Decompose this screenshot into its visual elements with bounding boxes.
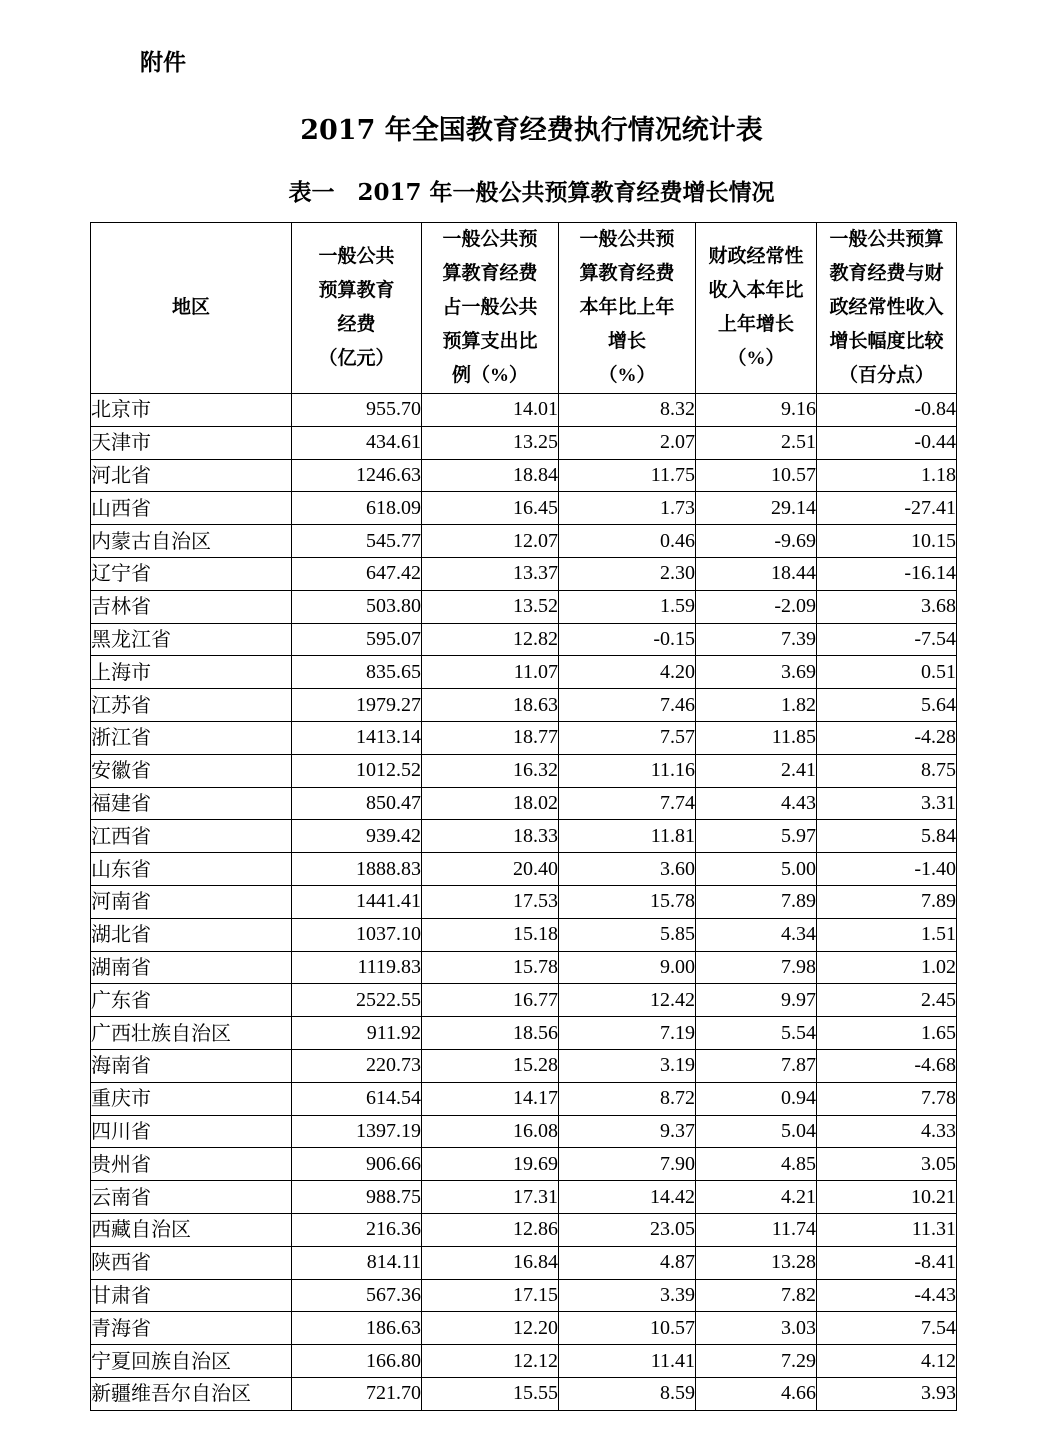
value-cell-funding-growth: 7.46 [559, 689, 696, 722]
value-cell-funding-share: 13.25 [422, 426, 559, 459]
region-cell: 宁夏回族自治区 [91, 1345, 292, 1378]
value-cell-growth-difference: -0.84 [817, 394, 957, 427]
table-row [91, 459, 957, 492]
value-cell-funding-share: 12.86 [422, 1213, 559, 1246]
value-cell-revenue-growth: 2.51 [696, 426, 817, 459]
value-cell-education-funding: 220.73 [292, 1049, 422, 1082]
value-cell-revenue-growth: 7.98 [696, 951, 817, 984]
value-cell-funding-share: 16.08 [422, 1115, 559, 1148]
table-body [91, 394, 957, 1411]
value-cell-education-funding: 567.36 [292, 1279, 422, 1312]
table-row [91, 1049, 957, 1082]
value-cell-growth-difference: 1.51 [817, 918, 957, 951]
column-header-line: 教育经费与财 [829, 263, 944, 284]
value-cell-growth-difference: -0.44 [817, 426, 957, 459]
value-cell-funding-growth: 3.19 [559, 1049, 696, 1082]
region-cell: 陕西省 [91, 1246, 292, 1279]
value-cell-growth-difference: 5.64 [817, 689, 957, 722]
value-cell-funding-growth: 10.57 [559, 1312, 696, 1345]
value-cell-education-funding: 216.36 [292, 1213, 422, 1246]
column-header-growth-difference [817, 223, 957, 394]
table-row [91, 721, 957, 754]
value-cell-education-funding: 955.70 [292, 394, 422, 427]
table-row [91, 1148, 957, 1181]
region-cell: 广东省 [91, 984, 292, 1017]
value-cell-funding-share: 20.40 [422, 853, 559, 886]
value-cell-funding-growth: 14.42 [559, 1181, 696, 1214]
value-cell-education-funding: 939.42 [292, 820, 422, 853]
region-cell: 黑龙江省 [91, 623, 292, 656]
column-header-line: （%） [727, 348, 785, 369]
value-cell-revenue-growth: 7.82 [696, 1279, 817, 1312]
table-row [91, 1213, 957, 1246]
value-cell-growth-difference: 7.54 [817, 1312, 957, 1345]
value-cell-growth-difference: 11.31 [817, 1213, 957, 1246]
value-cell-funding-growth: 1.59 [559, 590, 696, 623]
value-cell-growth-difference: -4.43 [817, 1279, 957, 1312]
value-cell-growth-difference: 3.68 [817, 590, 957, 623]
value-cell-education-funding: 1441.41 [292, 885, 422, 918]
column-header-line: 地区 [171, 297, 210, 318]
value-cell-funding-share: 14.17 [422, 1082, 559, 1115]
value-cell-education-funding: 906.66 [292, 1148, 422, 1181]
region-cell: 西藏自治区 [91, 1213, 292, 1246]
table-row [91, 984, 957, 1017]
table-row [91, 951, 957, 984]
region-cell: 河南省 [91, 885, 292, 918]
value-cell-funding-growth: 11.16 [559, 754, 696, 787]
region-cell: 海南省 [91, 1049, 292, 1082]
value-cell-funding-growth: 9.00 [559, 951, 696, 984]
value-cell-revenue-growth: 4.21 [696, 1181, 817, 1214]
value-cell-growth-difference: -16.14 [817, 557, 957, 590]
region-cell: 广西壮族自治区 [91, 1017, 292, 1050]
value-cell-funding-share: 16.32 [422, 754, 559, 787]
value-cell-education-funding: 595.07 [292, 623, 422, 656]
column-header-line: 增长幅度比较 [829, 331, 944, 352]
value-cell-education-funding: 1888.83 [292, 853, 422, 886]
value-cell-growth-difference: 4.33 [817, 1115, 957, 1148]
table-row [91, 656, 957, 689]
value-cell-education-funding: 618.09 [292, 492, 422, 525]
region-cell: 天津市 [91, 426, 292, 459]
value-cell-funding-share: 11.07 [422, 656, 559, 689]
region-cell: 河北省 [91, 459, 292, 492]
value-cell-education-funding: 721.70 [292, 1377, 422, 1410]
column-header-line: 财政经常性 [708, 246, 804, 267]
table-header [91, 223, 957, 394]
region-cell: 山西省 [91, 492, 292, 525]
column-header-line: 例（%） [451, 365, 528, 386]
table-row [91, 1115, 957, 1148]
value-cell-funding-growth: 4.20 [559, 656, 696, 689]
value-cell-education-funding: 1246.63 [292, 459, 422, 492]
column-header-line: 一般公共预 [579, 229, 675, 250]
table-row [91, 885, 957, 918]
value-cell-education-funding: 186.63 [292, 1312, 422, 1345]
value-cell-growth-difference: 4.12 [817, 1345, 957, 1378]
table-row [91, 525, 957, 558]
table-row [91, 1345, 957, 1378]
region-cell: 甘肃省 [91, 1279, 292, 1312]
value-cell-growth-difference: 0.51 [817, 656, 957, 689]
value-cell-growth-difference: 2.45 [817, 984, 957, 1017]
region-cell: 浙江省 [91, 721, 292, 754]
value-cell-revenue-growth: 7.39 [696, 623, 817, 656]
value-cell-funding-growth: 11.75 [559, 459, 696, 492]
value-cell-funding-growth: -0.15 [559, 623, 696, 656]
education-funding-table [90, 222, 957, 1411]
column-header-line: 政经常性收入 [829, 297, 944, 318]
value-cell-growth-difference: -4.68 [817, 1049, 957, 1082]
value-cell-funding-share: 16.77 [422, 984, 559, 1017]
value-cell-funding-share: 14.01 [422, 394, 559, 427]
column-header-line: （%） [598, 365, 656, 386]
value-cell-funding-share: 15.18 [422, 918, 559, 951]
value-cell-growth-difference: 3.31 [817, 787, 957, 820]
value-cell-revenue-growth: 5.04 [696, 1115, 817, 1148]
value-cell-funding-growth: 5.85 [559, 918, 696, 951]
value-cell-funding-share: 13.37 [422, 557, 559, 590]
value-cell-revenue-growth: 5.97 [696, 820, 817, 853]
value-cell-growth-difference: 3.93 [817, 1377, 957, 1410]
value-cell-revenue-growth: 9.16 [696, 394, 817, 427]
value-cell-education-funding: 1397.19 [292, 1115, 422, 1148]
value-cell-education-funding: 1979.27 [292, 689, 422, 722]
value-cell-funding-share: 18.33 [422, 820, 559, 853]
value-cell-funding-growth: 12.42 [559, 984, 696, 1017]
column-header-line: 增长 [607, 331, 646, 352]
region-cell: 北京市 [91, 394, 292, 427]
value-cell-revenue-growth: 1.82 [696, 689, 817, 722]
region-cell: 青海省 [91, 1312, 292, 1345]
value-cell-funding-growth: 3.60 [559, 853, 696, 886]
table-row [91, 853, 957, 886]
value-cell-funding-share: 18.84 [422, 459, 559, 492]
value-cell-growth-difference: -4.28 [817, 721, 957, 754]
value-cell-growth-difference: 10.15 [817, 525, 957, 558]
value-cell-education-funding: 1413.14 [292, 721, 422, 754]
value-cell-growth-difference: -7.54 [817, 623, 957, 656]
value-cell-funding-growth: 23.05 [559, 1213, 696, 1246]
column-header-line: （百分点） [838, 365, 934, 386]
value-cell-revenue-growth: 4.66 [696, 1377, 817, 1410]
value-cell-funding-share: 18.63 [422, 689, 559, 722]
value-cell-education-funding: 2522.55 [292, 984, 422, 1017]
table-row [91, 820, 957, 853]
column-header-line: 收入本年比 [708, 280, 804, 301]
region-cell: 山东省 [91, 853, 292, 886]
table-row [91, 590, 957, 623]
region-cell: 福建省 [91, 787, 292, 820]
value-cell-revenue-growth: 4.85 [696, 1148, 817, 1181]
value-cell-revenue-growth: 2.41 [696, 754, 817, 787]
region-cell: 江西省 [91, 820, 292, 853]
value-cell-education-funding: 835.65 [292, 656, 422, 689]
value-cell-funding-share: 15.78 [422, 951, 559, 984]
value-cell-funding-growth: 0.46 [559, 525, 696, 558]
value-cell-funding-growth: 1.73 [559, 492, 696, 525]
table-row [91, 754, 957, 787]
column-header-education-funding [292, 223, 422, 394]
value-cell-growth-difference: 3.05 [817, 1148, 957, 1181]
column-header-line: 上年增长 [717, 314, 794, 335]
value-cell-education-funding: 166.80 [292, 1345, 422, 1378]
value-cell-funding-growth: 4.87 [559, 1246, 696, 1279]
value-cell-funding-share: 13.52 [422, 590, 559, 623]
table-row [91, 1082, 957, 1115]
region-cell: 辽宁省 [91, 557, 292, 590]
value-cell-revenue-growth: -9.69 [696, 525, 817, 558]
value-cell-funding-growth: 8.32 [559, 394, 696, 427]
value-cell-revenue-growth: 5.54 [696, 1017, 817, 1050]
value-cell-revenue-growth: 29.14 [696, 492, 817, 525]
value-cell-funding-share: 12.12 [422, 1345, 559, 1378]
value-cell-funding-growth: 7.19 [559, 1017, 696, 1050]
region-cell: 吉林省 [91, 590, 292, 623]
value-cell-revenue-growth: 7.89 [696, 885, 817, 918]
region-cell: 贵州省 [91, 1148, 292, 1181]
value-cell-funding-share: 12.82 [422, 623, 559, 656]
header-row [91, 223, 957, 394]
value-cell-revenue-growth: 9.97 [696, 984, 817, 1017]
column-header-line: 一般公共 [318, 246, 395, 267]
value-cell-education-funding: 911.92 [292, 1017, 422, 1050]
column-header-region [91, 223, 292, 394]
table-row [91, 623, 957, 656]
region-cell: 内蒙古自治区 [91, 525, 292, 558]
value-cell-education-funding: 1012.52 [292, 754, 422, 787]
column-header-line: 算教育经费 [442, 263, 538, 284]
value-cell-revenue-growth: -2.09 [696, 590, 817, 623]
value-cell-growth-difference: 1.18 [817, 459, 957, 492]
value-cell-revenue-growth: 18.44 [696, 557, 817, 590]
table-row [91, 918, 957, 951]
value-cell-funding-growth: 15.78 [559, 885, 696, 918]
document-title: 2017 年全国教育经费执行情况统计表 [300, 115, 763, 146]
value-cell-education-funding: 614.54 [292, 1082, 422, 1115]
value-cell-funding-growth: 7.57 [559, 721, 696, 754]
value-cell-revenue-growth: 10.57 [696, 459, 817, 492]
table-row [91, 787, 957, 820]
value-cell-growth-difference: 7.89 [817, 885, 957, 918]
value-cell-funding-share: 17.31 [422, 1181, 559, 1214]
value-cell-funding-share: 16.45 [422, 492, 559, 525]
value-cell-growth-difference: -27.41 [817, 492, 957, 525]
column-header-funding-growth [559, 223, 696, 394]
value-cell-funding-growth: 8.72 [559, 1082, 696, 1115]
value-cell-revenue-growth: 13.28 [696, 1246, 817, 1279]
value-cell-growth-difference: 7.78 [817, 1082, 957, 1115]
column-header-line: 本年比上年 [579, 297, 675, 318]
region-cell: 四川省 [91, 1115, 292, 1148]
value-cell-funding-growth: 9.37 [559, 1115, 696, 1148]
value-cell-revenue-growth: 3.03 [696, 1312, 817, 1345]
value-cell-funding-growth: 7.74 [559, 787, 696, 820]
value-cell-revenue-growth: 3.69 [696, 656, 817, 689]
region-cell: 安徽省 [91, 754, 292, 787]
region-cell: 上海市 [91, 656, 292, 689]
value-cell-revenue-growth: 11.74 [696, 1213, 817, 1246]
value-cell-funding-share: 17.53 [422, 885, 559, 918]
table-row [91, 1279, 957, 1312]
value-cell-education-funding: 503.80 [292, 590, 422, 623]
value-cell-funding-growth: 8.59 [559, 1377, 696, 1410]
table-row [91, 1017, 957, 1050]
value-cell-growth-difference: 1.02 [817, 951, 957, 984]
value-cell-revenue-growth: 7.87 [696, 1049, 817, 1082]
table-row [91, 1181, 957, 1214]
value-cell-funding-share: 12.20 [422, 1312, 559, 1345]
column-header-line: 预算教育 [318, 280, 395, 301]
value-cell-funding-share: 19.69 [422, 1148, 559, 1181]
value-cell-revenue-growth: 7.29 [696, 1345, 817, 1378]
region-cell: 云南省 [91, 1181, 292, 1214]
value-cell-education-funding: 988.75 [292, 1181, 422, 1214]
value-cell-funding-growth: 11.41 [559, 1345, 696, 1378]
table-row [91, 689, 957, 722]
table-row [91, 1377, 957, 1410]
value-cell-revenue-growth: 4.43 [696, 787, 817, 820]
value-cell-funding-share: 16.84 [422, 1246, 559, 1279]
table-row [91, 1246, 957, 1279]
column-header-line: 一般公共预 [442, 229, 538, 250]
value-cell-revenue-growth: 4.34 [696, 918, 817, 951]
value-cell-funding-growth: 2.30 [559, 557, 696, 590]
region-cell: 重庆市 [91, 1082, 292, 1115]
column-header-line: （亿元） [318, 348, 395, 369]
region-cell: 湖南省 [91, 951, 292, 984]
value-cell-education-funding: 434.61 [292, 426, 422, 459]
table-row [91, 394, 957, 427]
value-cell-revenue-growth: 11.85 [696, 721, 817, 754]
region-cell: 湖北省 [91, 918, 292, 951]
value-cell-funding-growth: 7.90 [559, 1148, 696, 1181]
region-cell: 新疆维吾尔自治区 [91, 1377, 292, 1410]
value-cell-funding-share: 18.02 [422, 787, 559, 820]
column-header-line: 预算支出比 [442, 331, 538, 352]
region-cell: 江苏省 [91, 689, 292, 722]
value-cell-growth-difference: 1.65 [817, 1017, 957, 1050]
value-cell-funding-share: 17.15 [422, 1279, 559, 1312]
table-row [91, 1312, 957, 1345]
value-cell-growth-difference: -8.41 [817, 1246, 957, 1279]
table-row [91, 557, 957, 590]
value-cell-revenue-growth: 5.00 [696, 853, 817, 886]
column-header-line: 一般公共预算 [829, 229, 944, 250]
value-cell-funding-share: 12.07 [422, 525, 559, 558]
value-cell-education-funding: 1037.10 [292, 918, 422, 951]
value-cell-education-funding: 814.11 [292, 1246, 422, 1279]
column-header-revenue-growth [696, 223, 817, 394]
value-cell-education-funding: 545.77 [292, 525, 422, 558]
attachment-label: 附件 [140, 49, 186, 76]
value-cell-funding-growth: 11.81 [559, 820, 696, 853]
value-cell-education-funding: 647.42 [292, 557, 422, 590]
value-cell-funding-share: 18.77 [422, 721, 559, 754]
column-header-line: 占一般公共 [442, 297, 538, 318]
table-title: 表一 2017 年一般公共预算教育经费增长情况 [288, 179, 775, 206]
table-row [91, 426, 957, 459]
value-cell-education-funding: 1119.83 [292, 951, 422, 984]
value-cell-funding-share: 15.55 [422, 1377, 559, 1410]
value-cell-funding-share: 18.56 [422, 1017, 559, 1050]
value-cell-revenue-growth: 0.94 [696, 1082, 817, 1115]
column-header-line: 算教育经费 [579, 263, 675, 284]
value-cell-education-funding: 850.47 [292, 787, 422, 820]
table-row [91, 492, 957, 525]
value-cell-funding-share: 15.28 [422, 1049, 559, 1082]
value-cell-growth-difference: 8.75 [817, 754, 957, 787]
value-cell-growth-difference: -1.40 [817, 853, 957, 886]
value-cell-funding-growth: 3.39 [559, 1279, 696, 1312]
column-header-line: 经费 [337, 314, 376, 335]
value-cell-growth-difference: 5.84 [817, 820, 957, 853]
column-header-funding-share [422, 223, 559, 394]
value-cell-growth-difference: 10.21 [817, 1181, 957, 1214]
value-cell-funding-growth: 2.07 [559, 426, 696, 459]
